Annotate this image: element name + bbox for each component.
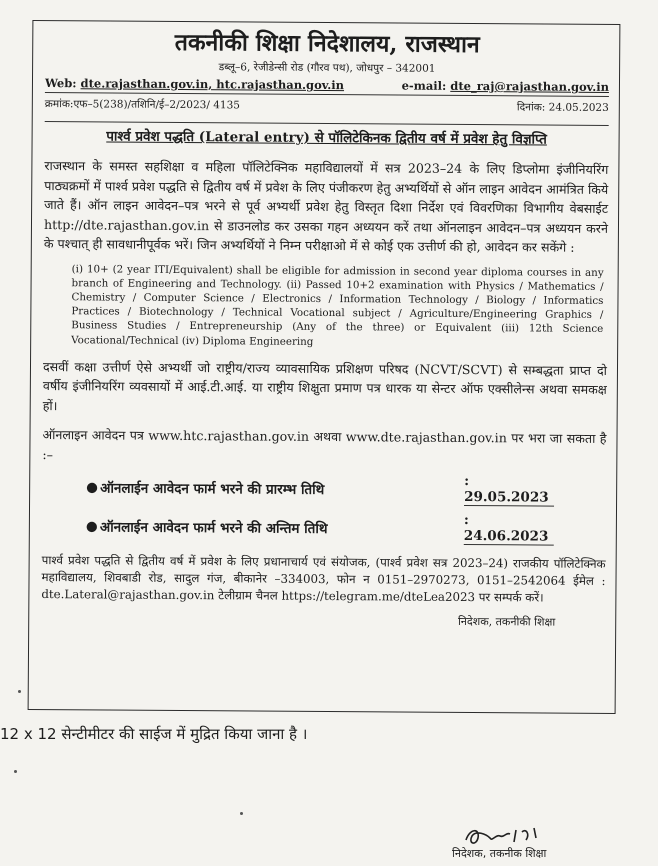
notice-box (28, 20, 621, 714)
bullet-icon: ● (85, 518, 98, 535)
bullet-icon: ● (86, 479, 98, 496)
iti-paragraph: दसवीं कक्षा उत्तीर्ण ऐसे अभ्यर्थी जो राष्ट्रीय/राज्य व्यावसायिक प्रशिक्षण परिषद (NCVT/SCVT) से सम्बद्धता प्राप्त दो वर्षीय इंजीनियरिंग व्यवसायों में आई.टी.आई. या राष्ट्रीय शिक्षुता प्रमाण पत्र धारक या सेन्टर ऑफ एक्सीलेन्स अथवा समकक्ष हों। (42, 358, 608, 413)
reference-number: क्रमांक:एफ–5(238)/तशिनि/ई–2/2023/ 4135 (44, 98, 241, 112)
reference-row (45, 97, 609, 115)
scan-speck (240, 812, 243, 815)
apply-online-paragraph: ऑनलाइन आवेदन पत्र www.htc.rajasthan.gov.in अथवा www.dte.rajasthan.gov.in पर भरा जा सकता है :– (42, 427, 607, 462)
scan-speck (14, 770, 17, 773)
intro-paragraph: राजस्थान के समस्त सहशिक्षा व महिला पॉलिटेक्निक महाविद्यालयों में सत्र 2023–24 के लिए डिप्लोमा इंजीनियरिंग पाठ्यक्रमों में पार्श्व प्रवेश पद्धति से द्वितीय वर्ष में प्रवेश के लिए पंजीकरण हेतु अभ्यर्थियों से ऑन लाइन आवेदन आमंत्रित किये जाते हैं। ऑन लाइन आवेदन–पत्र भरने से पूर्व अभ्यर्थी प्रवेश हेतु विस्तृत दिशा निर्देश एवं विवरणिका विभागीय वेबसाईट http://dte.rajasthan.gov.in से डाउनलोड कर उसका गहन अध्ययन करें तथा ऑनलाइन आवेदन–पत्र अध्ययन करने के पश्चात् ही सावधानीपूर्वक भरें। जिन अभ्यर्थियों ने निम्न परीक्षाओ में से कोई एक उत्तीर्ण की हो, आवेदन कर सकेंगे : (43, 158, 609, 255)
signatory: निदेशक, तकनीकी शिक्षा (457, 615, 556, 629)
email-value: dte_raj@rajasthan.gov.in (450, 78, 610, 94)
start-date-value: : 29.05.2023 (464, 473, 554, 507)
date-row-start (42, 470, 606, 507)
start-date-label: ऑनलाईन आवेदन फार्म भरने की प्रारम्भ तिथि (100, 480, 325, 498)
end-date-label: ऑनलाईन आवेदन फार्म भरने की अन्तिम तिथि (99, 519, 328, 537)
contact-paragraph: पार्श्व प्रवेश पद्धति से द्वितीय वर्ष में प्रवेश के लिए प्रधानाचार्य एवं संयोजक, (पार्श्व प्रवेश सत्र 2023–24) राजकीय पॉलिटेक्निक महाविद्यालय, शिवबाडी रोड, सादुल गंज, बीकानेर –334003, फोन न 0151–2970273, 0151–2542064 ईमेल : dte.Lateral@rajasthan.gov.in टेलीग्राम चैनल https://telegram.me/dteLea2023 पर सम्पर्क करें। (41, 553, 606, 605)
scan-speck (18, 690, 21, 693)
email-info (402, 79, 609, 94)
address: डब्लू–6, रेजीडेन्सी रोड (गौरव पथ), जोधपुर – 342001 (218, 61, 436, 75)
print-note: 12 x 12 सेन्टीमीटर की साईज में मुद्रित किया जाना है । (0, 725, 308, 743)
email-label: e-mail: (401, 78, 447, 93)
notice-heading: पार्श्व प्रवेश पद्धति (Lateral entry) से पॉलिटेकिनक द्वितीय वर्ष में प्रवेश हेतु विज्ञप्ति (45, 121, 609, 148)
signature-caption: निदेशक, तकनीक शिक्षा (452, 847, 547, 860)
eligibility-criteria: (i) 10+ (2 year ITI/Equivalent) shall be eligible for admission in second year diploma courses in any branch of Engineering and Technology. (ii) Passed 10+2 examination with Physics / Mathematics / Chemistry / Computer Science / Electronics / Information Technology / Biology / Informatics Practices / Biotechnology / Technical Vocational subject / Agriculture/Engineering Graphics / Business Studies / Entrepreneurship (Any of the three) or Equivalent (iii) 12th Science Vocational/Technical (iv) Diploma Engineering (71, 262, 604, 348)
date-row-end (42, 509, 606, 546)
org-title: तकनीकी शिक्षा निदेशालय, राजस्थान (174, 28, 480, 59)
end-date-value: : 24.06.2023 (464, 512, 554, 546)
contact-row (45, 76, 609, 94)
web-label: Web: (44, 76, 77, 91)
web-info (45, 76, 344, 92)
web-value: dte.rajasthan.gov.in, htc.rajasthan.gov.in (80, 76, 345, 93)
notice-date: दिनांक: 24.05.2023 (516, 101, 609, 114)
